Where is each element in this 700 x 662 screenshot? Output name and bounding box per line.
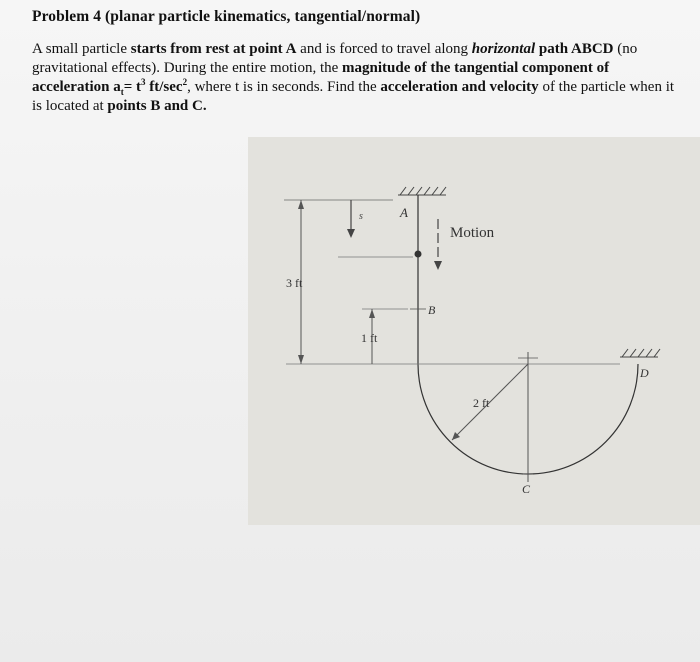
equation-part: = t: [123, 79, 142, 95]
wall-hatch-d: [620, 349, 660, 357]
label-c: C: [522, 482, 531, 496]
dim-1ft-arrow-top: [369, 309, 375, 318]
superscript: 2: [182, 77, 188, 87]
problem-statement: [32, 40, 682, 116]
label-motion: Motion: [450, 225, 495, 241]
label-b: B: [428, 303, 436, 317]
dim-3ft-arrow-bottom: [298, 355, 304, 364]
text-bold: acceleration and velocity: [380, 79, 539, 95]
label-1ft: 1 ft: [361, 331, 378, 345]
text-part: , where t is in seconds. Find the: [187, 79, 381, 95]
problem-title: Problem 4 (planar particle kinematics, tangential/normal): [32, 8, 421, 25]
label-a: A: [400, 205, 408, 220]
particle: [415, 251, 422, 258]
subscript: t: [120, 87, 124, 97]
text-part: A small particle: [32, 41, 131, 57]
unit-part: ft/sec: [145, 79, 183, 95]
text-part: (no gravitational effects). During the entire motion, the: [32, 41, 638, 76]
path-diagram: [248, 137, 700, 525]
text-part: and is forced to travel along: [296, 41, 472, 57]
label-2ft: 2 ft: [473, 396, 490, 410]
radius-line: [452, 364, 528, 440]
text-bold: starts from rest at point A: [130, 41, 297, 57]
dim-3ft-arrow-top: [298, 200, 304, 209]
label-d: D: [640, 366, 649, 380]
text-bold: path ABCD: [535, 41, 614, 57]
text-bold-part: magnitude of the tangential component of acceleration a: [32, 60, 610, 95]
path-figure: [248, 137, 700, 525]
wall-hatch-top: [398, 187, 446, 195]
s-arrowhead: [347, 229, 355, 238]
text-bold: points B and C.: [107, 98, 207, 114]
text-part: of the particle when it is located at: [32, 79, 675, 114]
label-s: s: [359, 211, 363, 222]
text-bold-italic: horizontal: [471, 41, 536, 57]
superscript: 3: [141, 77, 146, 87]
motion-arrowhead: [434, 261, 442, 270]
label-3ft: 3 ft: [286, 276, 303, 290]
